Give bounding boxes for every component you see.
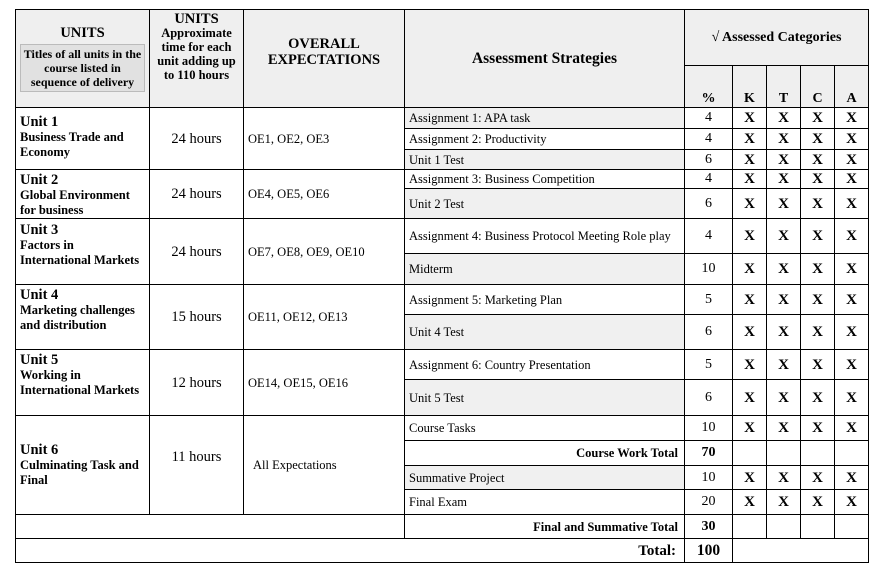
table-row <box>16 219 869 254</box>
check-t: X <box>767 315 801 350</box>
unit-name: Factors in International Markets <box>20 238 140 267</box>
check-c: X <box>801 466 835 490</box>
check-k: X <box>733 380 767 416</box>
unit-expectations: OE4, OE5, OE6 <box>244 170 405 219</box>
strategy-name: Midterm <box>405 254 685 285</box>
unit-name: Global Environment for business <box>20 188 130 217</box>
unit-cell <box>16 350 150 416</box>
final-summative-total-value: 30 <box>685 515 733 539</box>
table-row <box>16 170 869 189</box>
strategy-percent: 4 <box>685 219 733 254</box>
check-a: X <box>835 170 869 189</box>
strategy-percent: 5 <box>685 350 733 380</box>
unit-hours: 24 hours <box>150 108 244 170</box>
unit-cell <box>16 285 150 350</box>
strategy-name: Unit 5 Test <box>405 380 685 416</box>
unit-hours: 15 hours <box>150 285 244 350</box>
grand-total-value: 100 <box>685 539 733 563</box>
strategy-name: Final Exam <box>405 490 685 515</box>
strategy-name: Assignment 5: Marketing Plan <box>405 285 685 315</box>
check-c: X <box>801 170 835 189</box>
unit-hours: 24 hours <box>150 219 244 285</box>
check-a: X <box>835 108 869 129</box>
strategy-percent: 10 <box>685 416 733 441</box>
unit-expectations: OE11, OE12, OE13 <box>244 285 405 350</box>
unit-name: Business Trade and Economy <box>20 130 124 159</box>
check-k: X <box>733 315 767 350</box>
check-a: X <box>835 254 869 285</box>
check-t: X <box>767 150 801 170</box>
strategy-name: Summative Project <box>405 466 685 490</box>
time-header-title: UNITS <box>174 11 219 27</box>
unit-title: Unit 3 <box>20 222 59 238</box>
units-column-header <box>16 10 150 108</box>
check-c: X <box>801 254 835 285</box>
table-row <box>16 350 869 380</box>
percent-header: % <box>685 66 733 108</box>
unit-title: Unit 1 <box>20 114 59 130</box>
check-t: X <box>767 490 801 515</box>
strategy-name: Unit 4 Test <box>405 315 685 350</box>
unit-name: Working in International Markets <box>20 368 140 397</box>
final-total-row <box>16 515 869 539</box>
check-t: X <box>767 254 801 285</box>
check-k: X <box>733 490 767 515</box>
category-k-header: K <box>733 66 767 108</box>
strategy-percent: 6 <box>685 150 733 170</box>
final-summative-total-label: Final and Summative Total <box>405 515 685 539</box>
unit-title: Unit 2 <box>20 172 59 188</box>
table-row <box>16 285 869 315</box>
table-row <box>16 108 869 129</box>
strategy-percent: 20 <box>685 490 733 515</box>
check-c: X <box>801 108 835 129</box>
strategy-name: Assignment 2: Productivity <box>405 129 685 150</box>
unit-expectations: All Expectations <box>244 416 405 515</box>
check-c: X <box>801 315 835 350</box>
check-t: X <box>767 416 801 441</box>
check-a: X <box>835 315 869 350</box>
check-c: X <box>801 129 835 150</box>
check-a: X <box>835 219 869 254</box>
check-a: X <box>835 129 869 150</box>
check-t: X <box>767 129 801 150</box>
unit-name: Marketing challenges and distribution <box>20 303 135 332</box>
category-c-header: C <box>801 66 835 108</box>
empty-cell <box>767 515 801 539</box>
check-t: X <box>767 170 801 189</box>
check-c: X <box>801 380 835 416</box>
check-a: X <box>835 416 869 441</box>
check-k: X <box>733 285 767 315</box>
strategy-percent: 10 <box>685 254 733 285</box>
strategy-percent: 6 <box>685 189 733 219</box>
check-k: X <box>733 254 767 285</box>
time-header-subtitle: Approximate time for each unit adding up to 110 hours <box>157 26 236 82</box>
check-c: X <box>801 350 835 380</box>
course-work-total-value: 70 <box>685 441 733 466</box>
strategy-name: Unit 2 Test <box>405 189 685 219</box>
check-t: X <box>767 219 801 254</box>
empty-cell <box>801 441 835 466</box>
empty-cell <box>835 441 869 466</box>
empty-cell <box>733 441 767 466</box>
empty-cell <box>733 539 869 563</box>
unit-hours: 11 hours <box>150 416 244 515</box>
check-c: X <box>801 219 835 254</box>
check-a: X <box>835 490 869 515</box>
check-c: X <box>801 490 835 515</box>
strategy-name: Unit 1 Test <box>405 150 685 170</box>
empty-cell <box>733 515 767 539</box>
check-k: X <box>733 170 767 189</box>
check-k: X <box>733 466 767 490</box>
check-k: X <box>733 129 767 150</box>
strategy-name: Course Tasks <box>405 416 685 441</box>
expectations-column-header: OVERALL EXPECTATIONS <box>244 10 405 108</box>
check-k: X <box>733 189 767 219</box>
check-k: X <box>733 108 767 129</box>
assessed-categories-header: √ Assessed Categories <box>685 10 869 66</box>
unit-cell <box>16 108 150 170</box>
check-k: X <box>733 350 767 380</box>
course-work-total-label: Course Work Total <box>405 441 685 466</box>
strategy-name: Assignment 1: APA task <box>405 108 685 129</box>
grand-total-row <box>16 539 869 563</box>
unit-cell <box>16 416 150 515</box>
strategy-percent: 10 <box>685 466 733 490</box>
units-header-title: UNITS <box>60 25 105 41</box>
strategy-percent: 4 <box>685 170 733 189</box>
check-t: X <box>767 466 801 490</box>
unit-title: Unit 4 <box>20 287 59 303</box>
check-k: X <box>733 219 767 254</box>
strategy-name: Assignment 6: Country Presentation <box>405 350 685 380</box>
check-c: X <box>801 150 835 170</box>
check-t: X <box>767 350 801 380</box>
strategies-column-header: Assessment Strategies <box>405 10 685 108</box>
strategy-percent: 4 <box>685 108 733 129</box>
course-assessment-table <box>15 9 869 563</box>
time-column-header <box>150 10 244 108</box>
check-t: X <box>767 108 801 129</box>
strategy-name: Assignment 3: Business Competition <box>405 170 685 189</box>
units-header-subtitle: Titles of all units in the course listed in sequence of delivery <box>20 44 145 92</box>
unit-title: Unit 5 <box>20 352 59 368</box>
empty-cell <box>801 515 835 539</box>
table-row <box>16 416 869 441</box>
check-k: X <box>733 150 767 170</box>
empty-cell <box>835 515 869 539</box>
check-a: X <box>835 466 869 490</box>
unit-cell <box>16 170 150 219</box>
check-a: X <box>835 380 869 416</box>
empty-cell <box>16 515 405 539</box>
check-a: X <box>835 285 869 315</box>
unit-hours: 12 hours <box>150 350 244 416</box>
check-c: X <box>801 416 835 441</box>
check-k: X <box>733 416 767 441</box>
check-a: X <box>835 350 869 380</box>
unit-title: Unit 6 <box>20 442 59 458</box>
check-t: X <box>767 380 801 416</box>
check-c: X <box>801 285 835 315</box>
unit-cell <box>16 219 150 285</box>
check-a: X <box>835 150 869 170</box>
unit-hours: 24 hours <box>150 170 244 219</box>
category-t-header: T <box>767 66 801 108</box>
empty-cell <box>767 441 801 466</box>
strategy-percent: 5 <box>685 285 733 315</box>
check-t: X <box>767 189 801 219</box>
check-c: X <box>801 189 835 219</box>
strategy-percent: 6 <box>685 315 733 350</box>
category-a-header: A <box>835 66 869 108</box>
check-a: X <box>835 189 869 219</box>
strategy-percent: 6 <box>685 380 733 416</box>
strategy-name: Assignment 4: Business Protocol Meeting Role play <box>405 219 685 254</box>
strategy-percent: 4 <box>685 129 733 150</box>
check-t: X <box>767 285 801 315</box>
unit-expectations: OE1, OE2, OE3 <box>244 108 405 170</box>
grand-total-label: Total: <box>16 539 685 563</box>
unit-expectations: OE14, OE15, OE16 <box>244 350 405 416</box>
unit-expectations: OE7, OE8, OE9, OE10 <box>244 219 405 285</box>
unit-name: Culminating Task and Final <box>20 458 139 487</box>
